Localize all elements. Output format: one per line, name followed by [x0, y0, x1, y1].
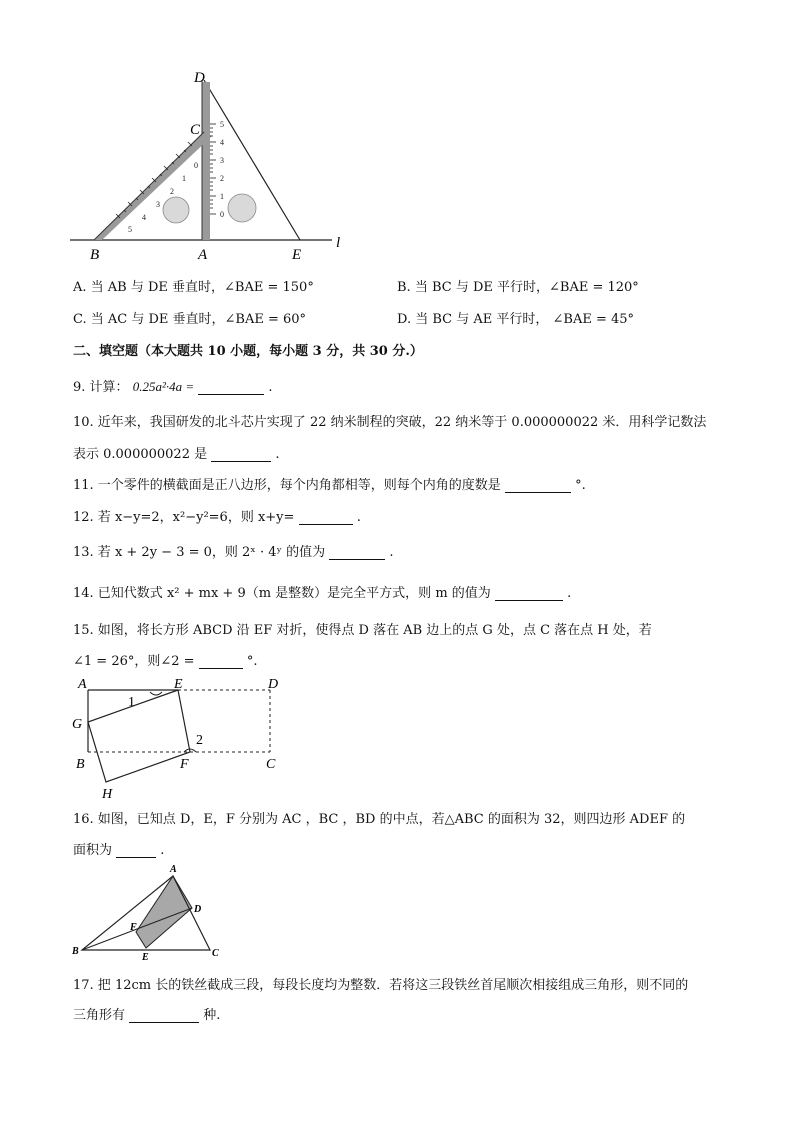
- q13-answer-blank[interactable]: [329, 546, 385, 560]
- q17-answer-blank[interactable]: [129, 1009, 199, 1023]
- svg-text:4: 4: [142, 213, 146, 222]
- q12-answer-blank[interactable]: [299, 511, 353, 525]
- label-D15: D: [268, 677, 279, 692]
- label-angle1: 1: [128, 695, 135, 710]
- q13-suffix: .: [389, 545, 394, 560]
- question-9: [73, 376, 273, 395]
- svg-text:2: 2: [220, 174, 224, 183]
- q15-suffix: °.: [246, 654, 258, 669]
- q10-prefix: 表示 0.000000022 是: [73, 447, 208, 462]
- q17-line1: 17. 把 12cm 长的铁丝截成三段，每段长度均为整数．若将这三段铁丝首尾顺次相接组成三角形，则不同的: [73, 978, 689, 993]
- label-F15: F: [180, 757, 189, 772]
- label-A15: A: [78, 677, 87, 692]
- label-D16: D: [194, 904, 202, 915]
- label-A: A: [198, 247, 208, 263]
- q13-prefix: 13. 若 x + 2y − 3 = 0，则 2ˣ · 4ʸ 的值为: [73, 545, 326, 560]
- q12-prefix: 12. 若 x−y=2，x²−y²=6，则 x+y=: [73, 510, 295, 525]
- label-angle2: 2: [196, 733, 203, 748]
- q15-line1: 15. 如图，将长方形 ABCD 沿 EF 对折，使得点 D 落在 AB 边上的点 G 处，点 C 落在点 H 处，若: [73, 623, 652, 638]
- svg-text:1: 1: [182, 174, 186, 183]
- figure-triangle-quadrilateral: [70, 862, 230, 962]
- question-17-line2: [73, 1004, 220, 1023]
- svg-text:4: 4: [220, 138, 224, 147]
- q10-line1: 10. 近年来，我国研发的北斗芯片实现了 22 纳米制程的突破，22 纳米等于 0.000000022 米．用科学记数法: [73, 415, 707, 430]
- question-10-line2: [73, 443, 280, 462]
- q14-answer-blank[interactable]: [495, 587, 563, 601]
- label-A16: A: [170, 864, 177, 875]
- svg-text:3: 3: [156, 200, 160, 209]
- q16-suffix: .: [160, 843, 165, 858]
- q9-expr: 0.25a²·4a =: [132, 379, 195, 394]
- question-16-line2: [73, 839, 164, 858]
- q15-answer-blank[interactable]: [199, 655, 243, 669]
- label-C16: C: [212, 948, 219, 959]
- option-c: C. 当 AC 与 DE 垂直时，∠BAE = 60°: [73, 312, 307, 327]
- option-b: B. 当 BC 与 DE 平行时，∠BAE = 120°: [397, 280, 639, 295]
- q11-answer-blank[interactable]: [505, 479, 571, 493]
- label-B: B: [90, 247, 100, 263]
- svg-text:3: 3: [220, 156, 224, 165]
- label-G15: G: [72, 717, 83, 732]
- question-12: [73, 506, 361, 525]
- q14-suffix: .: [567, 586, 572, 601]
- svg-text:2: 2: [170, 187, 174, 196]
- label-B16: B: [72, 946, 79, 957]
- label-F16: F: [130, 922, 137, 933]
- label-H15: H: [102, 787, 113, 802]
- q11-suffix: °.: [575, 478, 586, 493]
- svg-text:1: 1: [220, 192, 224, 201]
- question-13: [73, 541, 394, 560]
- question-14: [73, 582, 571, 601]
- label-C: C: [190, 122, 201, 138]
- q16-line1: 16. 如图，已知点 D，E，F 分别为 AC ，BC ，BD 的中点，若△ABC 的面积为 32，则四边形 ADEF 的: [73, 812, 686, 827]
- figure-triangle-rulers: [70, 66, 360, 266]
- label-l: l: [336, 235, 341, 251]
- q15-prefix: ∠1 = 26°，则∠2 =: [73, 654, 195, 669]
- figure-folded-rectangle: [70, 672, 290, 802]
- q10-suffix: .: [275, 447, 280, 462]
- svg-text:0: 0: [220, 210, 224, 219]
- label-E16: E: [142, 952, 149, 962]
- q12-suffix: .: [356, 510, 361, 525]
- q9-answer-blank[interactable]: [198, 381, 264, 395]
- question-15-line2: [73, 650, 257, 669]
- label-D: D: [194, 70, 205, 86]
- svg-text:5: 5: [220, 120, 224, 129]
- section-heading: 二、填空题（本大题共 10 小题，每小题 3 分，共 30 分.）: [73, 344, 423, 359]
- option-a: A. 当 AB 与 DE 垂直时，∠BAE = 150°: [73, 280, 314, 295]
- label-B15: B: [76, 757, 85, 772]
- q11-prefix: 11. 一个零件的横截面是正八边形，每个内角都相等，则每个内角的度数是: [73, 478, 501, 493]
- question-11: [73, 474, 586, 493]
- q16-prefix: 面积为: [73, 843, 113, 858]
- svg-text:0: 0: [194, 161, 198, 170]
- q14-prefix: 14. 已知代数式 x² + mx + 9（m 是整数）是完全平方式，则 m 的值为: [73, 586, 491, 601]
- q10-answer-blank[interactable]: [211, 448, 271, 462]
- q9-suffix: .: [268, 380, 273, 395]
- q17-suffix: 种.: [203, 1008, 221, 1023]
- q17-prefix: 三角形有: [73, 1008, 126, 1023]
- option-d: D. 当 BC 与 AE 平行时， ∠BAE = 45°: [397, 312, 635, 327]
- label-C15: C: [266, 757, 276, 772]
- q16-answer-blank[interactable]: [116, 844, 156, 858]
- svg-text:5: 5: [128, 225, 132, 234]
- label-E: E: [292, 247, 302, 263]
- label-E15: E: [174, 677, 183, 692]
- q9-prefix: 9. 计算：: [73, 380, 129, 395]
